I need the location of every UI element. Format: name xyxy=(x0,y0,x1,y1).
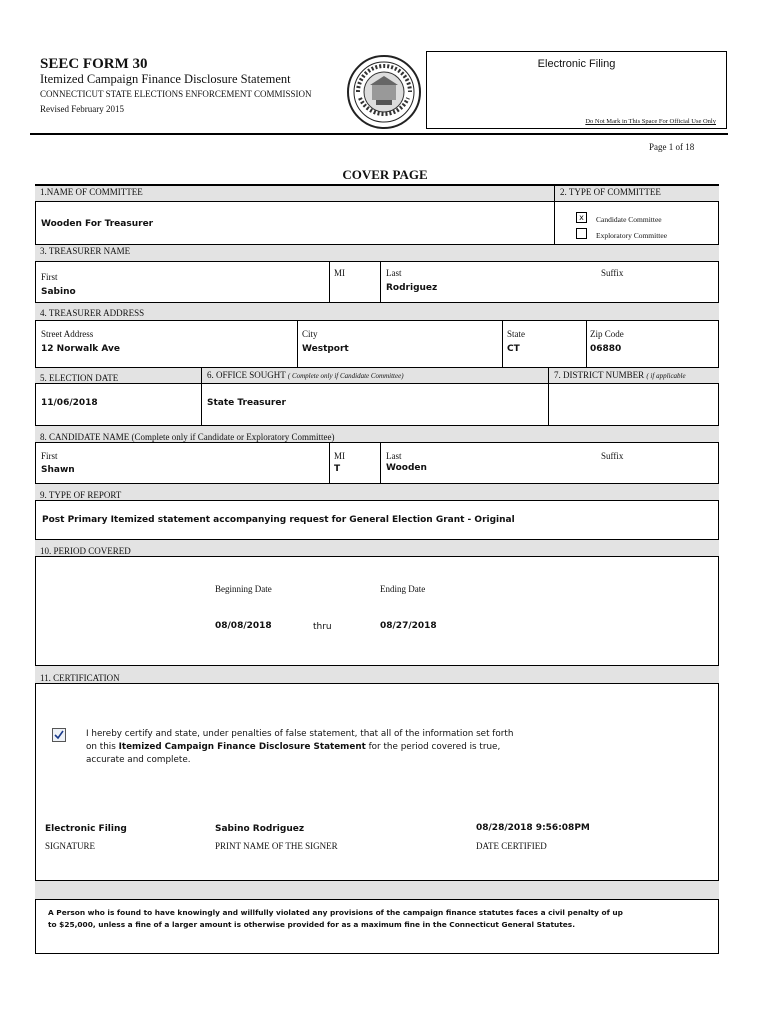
header-rule xyxy=(30,133,728,135)
beginning-date-label: Beginning Date xyxy=(215,584,272,594)
divider xyxy=(380,262,381,302)
candidate-last-label: Last xyxy=(386,451,402,461)
penalty-notice-line-1: A Person who is found to have knowingly and willfully violated any provisions of the campaign finance statutes faces a civil penalty of up xyxy=(48,908,623,917)
section-type-of-report-header xyxy=(35,483,719,501)
candidate-first-label: First xyxy=(41,451,58,461)
committee-name-value[interactable]: Wooden For Treasurer xyxy=(41,219,154,229)
type-of-report-label: 9. TYPE OF REPORT xyxy=(40,490,122,500)
bottom-band xyxy=(35,880,719,900)
city-value[interactable]: Westport xyxy=(302,344,349,354)
do-not-mark-notice: Do Not Mark in This Space For Official Use Only xyxy=(585,118,716,125)
section-committee-name-header xyxy=(35,185,554,202)
date-certified-label: DATE CERTIFIED xyxy=(476,841,547,851)
district-number-label: 7. DISTRICT NUMBER xyxy=(554,370,645,380)
section-candidate-name-header xyxy=(35,425,719,443)
divider xyxy=(554,202,555,244)
signer-name-label: PRINT NAME OF THE SIGNER xyxy=(215,841,338,851)
page-title: COVER PAGE xyxy=(342,167,428,182)
ending-date-value[interactable]: 08/27/2018 xyxy=(380,621,437,631)
treasurer-name-label: 3. TREASURER NAME xyxy=(40,246,131,256)
signature-value[interactable]: Electronic Filing xyxy=(45,824,127,834)
cert-line-2-pre: on this xyxy=(86,742,119,752)
cert-line-3: accurate and complete. xyxy=(86,755,191,765)
cert-line-2-post: for the period covered is true, xyxy=(365,742,501,752)
section-period-covered-header xyxy=(35,539,719,557)
treasurer-mi-label: MI xyxy=(334,268,345,278)
signature-label: SIGNATURE xyxy=(45,841,96,851)
official-use-box xyxy=(426,51,727,129)
divider xyxy=(586,321,587,367)
street-address-value[interactable]: 12 Norwalk Ave xyxy=(41,344,121,354)
beginning-date-value[interactable]: 08/08/2018 xyxy=(215,621,272,631)
page-number: Page 1 of 18 xyxy=(649,142,695,152)
candidate-mi-label: MI xyxy=(334,451,345,461)
election-date-value[interactable]: 11/06/2018 xyxy=(41,398,98,408)
street-address-label: Street Address xyxy=(41,329,94,339)
cert-line-2-bold: Itemized Campaign Finance Disclosure Statement xyxy=(118,742,366,752)
exploratory-committee-checkbox[interactable] xyxy=(576,228,587,239)
treasurer-address-label: 4. TREASURER ADDRESS xyxy=(40,308,145,318)
seal-icon xyxy=(346,54,422,130)
checkmark-icon xyxy=(53,729,65,741)
treasurer-suffix-label: Suffix xyxy=(601,268,624,278)
thru-label: thru xyxy=(313,622,332,632)
treasurer-last-value[interactable]: Rodriguez xyxy=(386,283,438,293)
ending-date-label: Ending Date xyxy=(380,584,426,594)
form-title: SEEC FORM 30 xyxy=(40,56,148,72)
state-value[interactable]: CT xyxy=(507,344,520,354)
divider xyxy=(548,384,549,425)
candidate-name-label: 8. CANDIDATE NAME (Complete only if Candidate or Exploratory Committee) xyxy=(40,432,335,442)
committee-name-label: 1.NAME OF COMMITTEE xyxy=(40,187,143,197)
certification-checkbox[interactable] xyxy=(52,728,66,742)
divider xyxy=(329,262,330,302)
section-office-sought-header xyxy=(201,367,548,384)
penalty-notice-line-2: to $25,000, unless a fine of a larger amount is otherwise provided for as a maximum fine in the Connecticut General Statutes. xyxy=(48,920,576,929)
treasurer-first-value[interactable]: Sabino xyxy=(41,287,76,297)
section-district-number-header xyxy=(548,367,719,384)
divider xyxy=(380,443,381,483)
candidate-committee-checkbox[interactable]: x xyxy=(576,212,587,223)
electronic-filing-label: Electronic Filing xyxy=(537,58,616,70)
district-number-note: ( if applicable xyxy=(646,372,686,380)
state-label: State xyxy=(507,329,525,339)
revised-date: Revised February 2015 xyxy=(40,104,124,114)
exploratory-committee-label: Exploratory Committee xyxy=(596,231,668,240)
type-of-report-value[interactable]: Post Primary Itemized statement accompanying request for General Election Grant - Original xyxy=(42,515,515,525)
zip-code-label: Zip Code xyxy=(590,329,624,339)
section-treasurer-address-header xyxy=(35,302,719,321)
form-frame xyxy=(35,184,719,954)
cert-line-2 xyxy=(86,741,546,754)
divider xyxy=(329,443,330,483)
candidate-last-value[interactable]: Wooden xyxy=(386,463,427,473)
date-certified-value[interactable]: 08/28/2018 9:56:08PM xyxy=(476,823,590,833)
period-covered-label: 10. PERIOD COVERED xyxy=(40,546,131,556)
section-treasurer-name-header xyxy=(35,244,719,262)
candidate-first-value[interactable]: Shawn xyxy=(41,465,75,475)
organization-name: CONNECTICUT STATE ELECTIONS ENFORCEMENT COMMISSION xyxy=(40,89,312,99)
office-sought-note: ( Complete only if Candidate Committee) xyxy=(287,372,404,380)
candidate-suffix-label: Suffix xyxy=(601,451,624,461)
city-label: City xyxy=(302,329,318,339)
section-certification-header xyxy=(35,665,719,684)
candidate-committee-label: Candidate Committee xyxy=(596,215,662,224)
zip-code-value[interactable]: 06880 xyxy=(590,344,622,354)
certification-statement xyxy=(86,728,546,767)
penalty-notice xyxy=(48,907,648,931)
cert-line-1: I hereby certify and state, under penalties of false statement, that all of the information set forth xyxy=(86,729,514,739)
divider xyxy=(297,321,298,367)
treasurer-first-label: First xyxy=(41,272,58,282)
treasurer-last-label: Last xyxy=(386,268,402,278)
divider xyxy=(201,384,202,425)
section-committee-type-header xyxy=(554,185,719,202)
certification-label: 11. CERTIFICATION xyxy=(40,673,120,683)
signer-name-value[interactable]: Sabino Rodriguez xyxy=(215,824,305,834)
office-sought-value[interactable]: State Treasurer xyxy=(207,398,286,408)
election-date-label: 5. ELECTION DATE xyxy=(40,373,119,383)
section-election-date-header xyxy=(35,367,201,384)
office-sought-label: 6. OFFICE SOUGHT xyxy=(207,370,286,380)
form-subtitle: Itemized Campaign Finance Disclosure Statement xyxy=(40,72,291,86)
divider xyxy=(502,321,503,367)
candidate-mi-value[interactable]: T xyxy=(334,464,341,474)
committee-type-label: 2. TYPE OF COMMITTEE xyxy=(560,187,661,197)
